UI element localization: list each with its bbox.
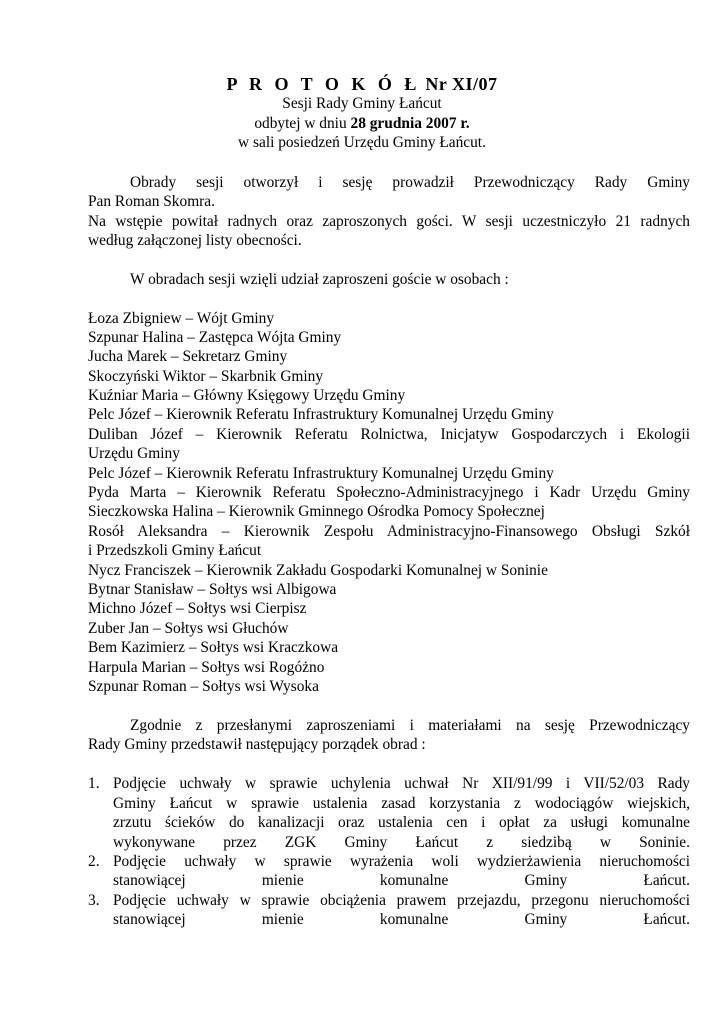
agenda-item-line: Gminy Łańcut w sprawie ustalenia zasad korzystania z wodociągów wiejskich, [113, 795, 690, 812]
guest-item: Szpunar Halina – Zastępca Wójta Gminy [88, 329, 342, 346]
attendance-line2: według załączonej listy obecności. [88, 232, 302, 249]
intro-paragraph-line1: Obrady sesji otworzył i sesję prowadził Przewodniczący Rady Gminy [130, 174, 690, 191]
attendance-line1: Na wstępie powitał radnych oraz zaproszonych gości. W sesji uczestniczyło 21 radnych [88, 213, 690, 230]
guest-item: Pelc Józef – Kierownik Referatu Infrastruktury Komunalnej Urzędu Gminy [88, 406, 554, 423]
guest-item: Pelc Józef – Kierownik Referatu Infrastruktury Komunalnej Urzędu Gminy [88, 465, 554, 482]
agenda-item-number: 1. [88, 775, 100, 792]
guest-item: Jucha Marek – Sekretarz Gminy [88, 348, 288, 365]
agenda-item-line: Podjęcie uchwały w sprawie obciążenia prawem przejazdu, przegonu nieruchomości [113, 892, 690, 909]
session-date: 28 grudnia 2007 r. [350, 115, 470, 132]
session-date-line: odbytej w dniu 28 grudnia 2007 r. [254, 115, 470, 132]
agenda-intro-line2: Rady Gminy przedstawił następujący porządek obrad : [88, 736, 426, 753]
guest-item: Kuźniar Maria – Główny Księgowy Urzędu Gminy [88, 387, 406, 404]
intro-paragraph-line2: Pan Roman Skomra. [88, 193, 215, 210]
guest-item: Harpula Marian – Sołtys wsi Rogóżno [88, 659, 325, 676]
guest-item: Łoza Zbigniew – Wójt Gminy [88, 310, 275, 327]
guest-item: Skoczyński Wiktor – Skarbnik Gminy [88, 368, 324, 385]
guest-item: Bytnar Stanisław – Sołtys wsi Albigowa [88, 581, 337, 598]
guest-item: Szpunar Roman – Sołtys wsi Wysoka [88, 678, 319, 695]
session-location: w sali posiedzeń Urzędu Gminy Łańcut. [238, 134, 486, 151]
guest-item: Zuber Jan – Sołtys wsi Głuchów [88, 620, 289, 637]
agenda-item-line: wykonywane przez ZGK Gminy Łańcut z siedzibą w Soninie. [113, 834, 690, 851]
guest-item: Michno Józef – Sołtys wsi Cierpisz [88, 600, 307, 617]
guest-item-continuation: Urzędu Gminy [88, 445, 180, 462]
guest-item: Rosół Aleksandra – Kierownik Zespołu Administracyjno-Finansowego Obsługi Szkół [88, 523, 690, 540]
agenda-item-line: stanowiącej mienie komunalne Gminy Łańcut. [113, 872, 690, 889]
agenda-item-line: Podjęcie uchwały w sprawie wyrażenia woli wydzierżawienia nieruchomości [113, 853, 690, 870]
agenda-intro-line1: Zgodnie z przesłanymi zaproszeniami i materiałami na sesję Przewodniczący [130, 717, 690, 734]
agenda-item-number: 3. [88, 892, 100, 909]
guests-intro: W obradach sesji wzięli udział zaproszeni goście w osobach : [130, 271, 509, 288]
agenda-item-line: stanowiącej mienie komunalne Gminy Łańcut. [113, 911, 690, 928]
guest-item: Nycz Franciszek – Kierownik Zakładu Gospodarki Komunalnej w Soninie [88, 562, 548, 579]
guest-item: Duliban Józef – Kierownik Referatu Rolnictwa, Inicjatyw Gospodarczych i Ekologii [88, 426, 690, 443]
agenda-item-line: Podjęcie uchwały w sprawie uchylenia uchwał Nr XII/91/99 i VII/52/03 Rady [113, 775, 690, 792]
title-number: Nr XI/07 [425, 74, 498, 94]
guest-item: Sieczkowska Halina – Kierownik Gminnego Ośrodka Pomocy Społecznej [88, 503, 545, 520]
agenda-item-number: 2. [88, 853, 100, 870]
guest-item-continuation: i Przedszkoli Gminy Łańcut [88, 542, 262, 559]
guest-item: Bem Kazimierz – Sołtys wsi Kraczkowa [88, 639, 339, 656]
session-name: Sesji Rady Gminy Łańcut [282, 95, 442, 112]
document-title [0, 73, 724, 95]
title-word: P R O T O K Ó Ł [226, 74, 421, 94]
agenda-item-line: zrzutu ścieków do kanalizacji oraz ustalenia cen i opłat za usługi komunalne [113, 814, 690, 831]
guest-item: Pyda Marta – Kierownik Referatu Społeczno-Administracyjnego i Kadr Urzędu Gminy [88, 484, 690, 501]
